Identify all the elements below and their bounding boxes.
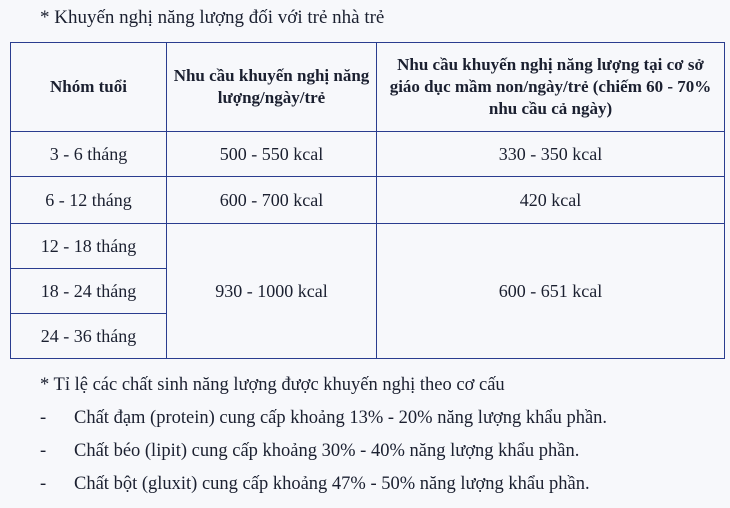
cell-age: 12 - 18 tháng	[11, 224, 167, 269]
table-row	[11, 224, 725, 269]
nutrient-notes	[40, 372, 607, 501]
list-item-text: Chất béo (lipit) cung cấp khoảng 30% - 40% năng lượng khẩu phần.	[74, 441, 580, 461]
cell-age: 18 - 24 tháng	[11, 269, 167, 314]
cell-school: 420 kcal	[377, 177, 725, 224]
list-item	[40, 435, 607, 468]
cell-daily: 600 - 700 kcal	[167, 177, 377, 224]
cell-age: 6 - 12 tháng	[11, 177, 167, 224]
list-dash: -	[40, 408, 47, 428]
energy-recommendation-table	[10, 42, 725, 359]
list-item-text: Chất bột (gluxit) cung cấp khoảng 47% - 50% năng lượng khẩu phần.	[74, 474, 590, 494]
cell-daily-merged: 930 - 1000 kcal	[167, 224, 377, 359]
list-item-text: Chất đạm (protein) cung cấp khoảng 13% - 20% năng lượng khẩu phần.	[74, 408, 608, 428]
cell-age: 3 - 6 tháng	[11, 132, 167, 177]
table-row	[11, 132, 725, 177]
table-header-row	[11, 43, 725, 132]
cell-age: 24 - 36 tháng	[11, 314, 167, 359]
table-row	[11, 177, 725, 224]
header-daily-need: Nhu cầu khuyến nghị năng lượng/ngày/trẻ	[167, 43, 377, 132]
header-age-group: Nhóm tuổi	[11, 43, 167, 132]
list-item	[40, 468, 607, 501]
cell-daily: 500 - 550 kcal	[167, 132, 377, 177]
list-dash: -	[40, 474, 47, 494]
list-item	[40, 402, 607, 435]
list-dash: -	[40, 441, 47, 461]
header-school-need: Nhu cầu khuyến nghị năng lượng tại cơ sở giáo dục mầm non/ngày/trẻ (chiếm 60 - 70% nhu cầu cả ngày)	[377, 43, 725, 132]
page-title: * Khuyến nghị năng lượng đối với trẻ nhà trẻ	[40, 7, 385, 28]
notes-title: * Tỉ lệ các chất sinh năng lượng được khuyến nghị theo cơ cấu	[40, 375, 505, 395]
cell-school-merged: 600 - 651 kcal	[377, 224, 725, 359]
cell-school: 330 - 350 kcal	[377, 132, 725, 177]
